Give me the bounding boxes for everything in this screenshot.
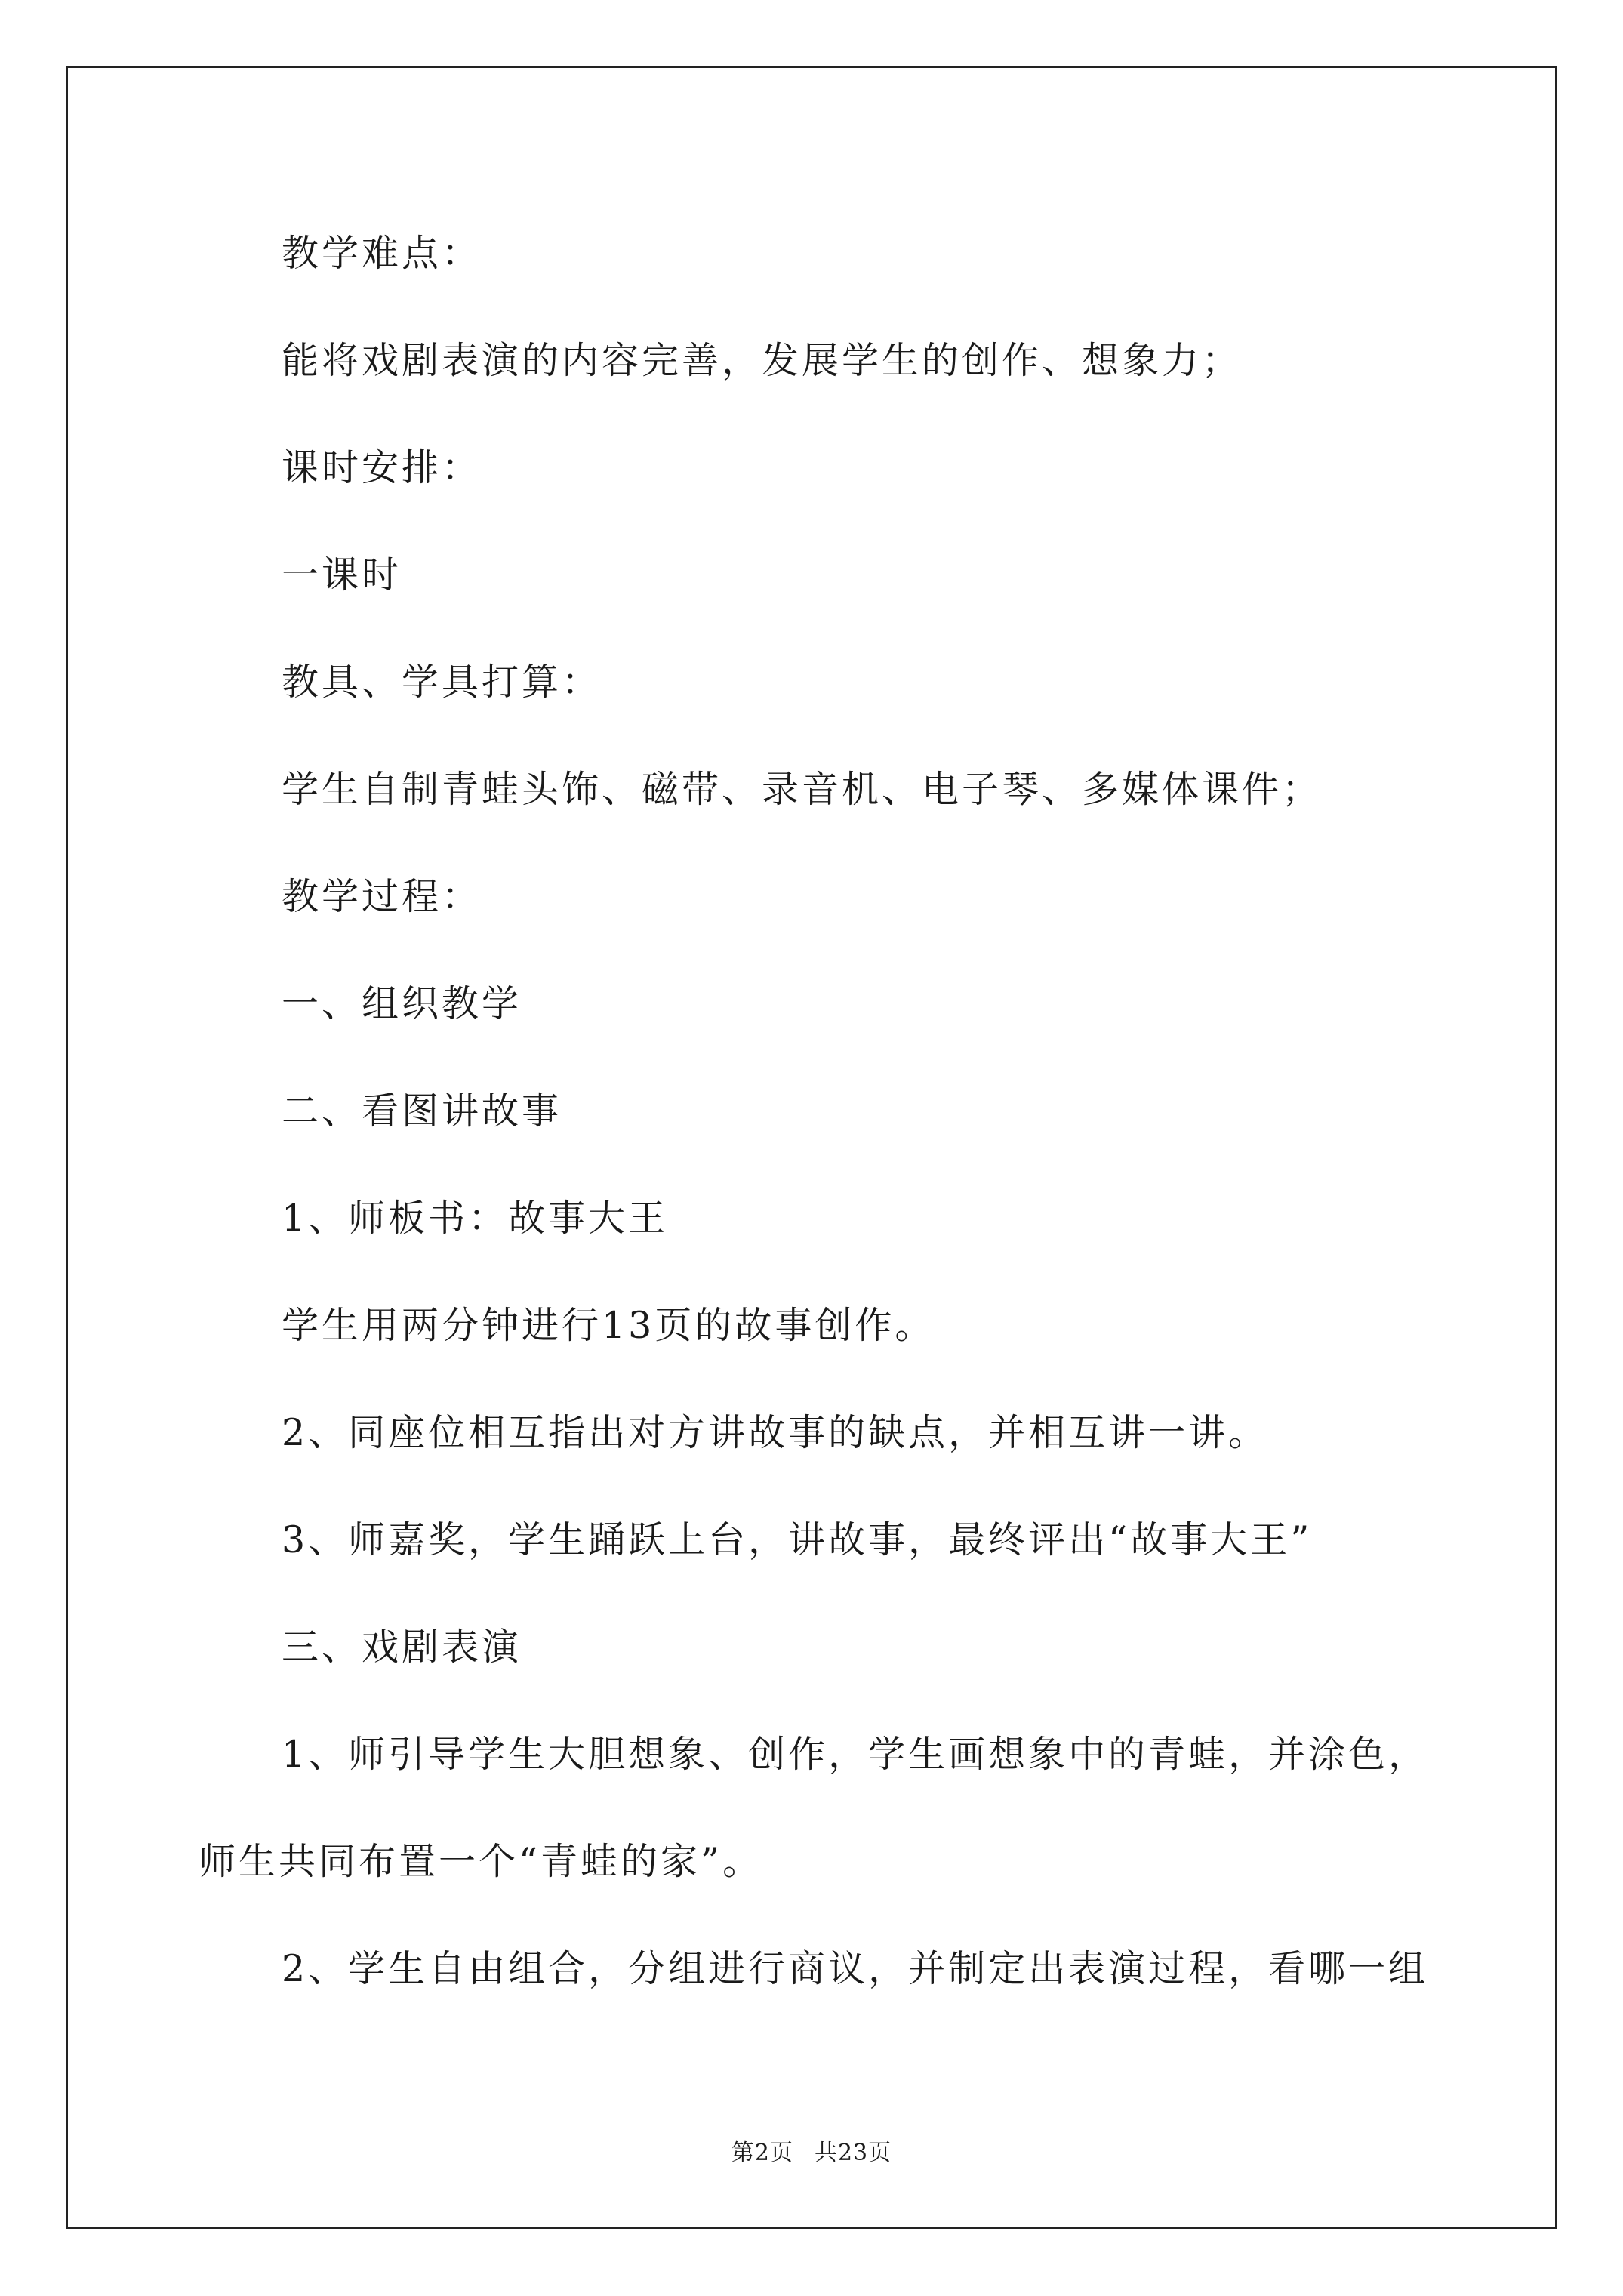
- text-line: 二、看图讲故事: [282, 1089, 562, 1133]
- text-line: 能将戏剧表演的内容完善，发展学生的创作、想象力；: [282, 339, 1243, 382]
- text-line: 教具、学具打算：: [282, 661, 602, 704]
- text-line: 学生自制青蛙头饰、磁带、录音机、电子琴、多媒体课件；: [282, 768, 1323, 811]
- text-line: 教学过程：: [282, 875, 482, 918]
- text-line: 2、同座位相互指出对方讲故事的缺点，并相互讲一讲。: [282, 1411, 1269, 1454]
- text-line: 一课时: [282, 553, 402, 596]
- text-line: 一、组织教学: [282, 982, 522, 1025]
- text-line: 1、师引导学生大胆想象、创作，学生画想象中的青蛙，并涂色，: [282, 1733, 1429, 1776]
- page-number: 第2页: [731, 2140, 793, 2166]
- text-line: 3、师嘉奖，学生踊跃上台，讲故事，最终评出“故事大王”: [282, 1518, 1313, 1561]
- text-line: 教学难点：: [282, 232, 482, 275]
- text-line: 三、戏剧表演: [282, 1626, 522, 1669]
- text-line: 学生用两分钟进行13页的故事创作。: [282, 1304, 935, 1347]
- page-total: 共23页: [814, 2140, 892, 2166]
- text-line: 师生共同布置一个“青蛙的家”。: [199, 1840, 763, 1883]
- page-border: [66, 66, 1557, 2229]
- text-line: 课时安排：: [282, 446, 482, 489]
- text-line: 1、师板书：故事大王: [282, 1197, 669, 1240]
- page-footer: [0, 2138, 1623, 2168]
- text-line: 2、学生自由组合，分组进行商议，并制定出表演过程，看哪一组: [282, 1947, 1429, 1990]
